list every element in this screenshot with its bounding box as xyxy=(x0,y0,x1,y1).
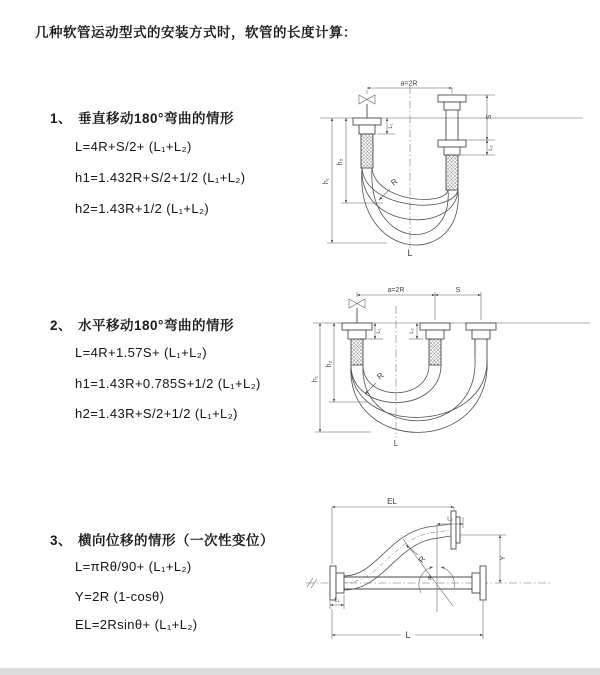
dim-label-a2r: a=2R xyxy=(387,287,405,294)
braided-hose-section xyxy=(351,339,363,365)
dim-label-h2: h₂ xyxy=(326,360,333,368)
section-1-heading xyxy=(50,107,234,127)
dim-label-s: S xyxy=(486,114,493,120)
dim-label-h1: h₁ xyxy=(312,375,319,383)
dim-label-l2: L₂ xyxy=(409,328,415,334)
formula-line: h2=1.43R+S/2+1/2 (L₁+L₂) xyxy=(75,406,238,421)
formula-line: h1=1.43R+0.785S+1/2 (L₁+L₂) xyxy=(75,376,261,391)
formula-line: L=4R+1.57S+ (L₁+L₂) xyxy=(75,345,207,360)
dim-label-s: S xyxy=(455,287,461,294)
dim-label-a2r: a=2R xyxy=(400,80,418,88)
formula-line: L=πRθ/90+ (L₁+L₂) xyxy=(75,559,192,574)
dim-label-l1: L₁ xyxy=(388,123,394,129)
section-3-heading xyxy=(50,529,274,549)
label-bend-radius: R xyxy=(389,176,400,188)
dim-label-h1: h₁ xyxy=(323,177,330,185)
label-length: L xyxy=(407,248,413,258)
right-flange-original-position xyxy=(472,566,486,600)
diagram-vertical-180-bend xyxy=(315,78,600,258)
dim-label-l1: L₁ xyxy=(376,328,382,334)
section-1-title: 垂直移动180°弯曲的情形 xyxy=(78,111,234,126)
dim-label-el: EL xyxy=(387,497,397,506)
middle-riser xyxy=(420,323,450,365)
dim-label-l2: L₂ xyxy=(447,516,453,523)
formula-line: EL=2Rsinθ+ (L₁+L₂) xyxy=(75,617,198,632)
dim-label-l1: L₁ xyxy=(334,597,340,604)
braided-hose-section xyxy=(361,134,373,168)
section-2-heading xyxy=(50,314,234,334)
section-2-number: 2、 xyxy=(50,318,73,333)
label-bend-radius: R xyxy=(416,554,428,565)
page-edge-shadow xyxy=(0,668,600,675)
formula-line: h1=1.432R+S/2+1/2 (L₁+L₂) xyxy=(75,170,246,185)
left-riser xyxy=(353,95,381,168)
diagram-lateral-displacement xyxy=(300,495,600,650)
label-bend-radius: R xyxy=(375,370,386,382)
dim-label-l: L xyxy=(405,630,411,640)
braided-hose-section xyxy=(429,339,441,365)
hose-curves xyxy=(351,358,487,432)
section-3-number: 3、 xyxy=(50,533,73,548)
section-3-title: 横向位移的情形（一次性变位） xyxy=(78,533,275,548)
valve-icon xyxy=(349,299,365,308)
formula-line: Y=2R (1-cosθ) xyxy=(75,589,165,604)
dimensions xyxy=(323,81,495,259)
section-1-number: 1、 xyxy=(50,111,73,126)
formula-line: L=4R+S/2+ (L₁+L₂) xyxy=(75,139,192,154)
page-title: 几种软管运动型式的安装方式时，软管的长度计算： xyxy=(35,25,357,40)
construction-lines xyxy=(403,525,454,612)
dim-label-y: Y xyxy=(500,555,507,561)
right-riser xyxy=(438,95,466,190)
label-theta: θ xyxy=(428,575,432,582)
right-riser xyxy=(466,323,496,358)
diagram-horizontal-180-bend xyxy=(305,280,600,455)
dim-label-l2: L₂ xyxy=(488,145,494,151)
valve-icon xyxy=(359,95,375,104)
dim-label-h2: h₂ xyxy=(337,158,344,166)
label-length: L xyxy=(393,439,399,448)
dimensions xyxy=(312,287,481,448)
left-flange xyxy=(330,566,344,600)
left-riser xyxy=(342,299,372,365)
braided-hose-section xyxy=(446,155,458,190)
section-2-title: 水平移动180°弯曲的情形 xyxy=(78,318,234,333)
formula-line: h2=1.43R+1/2 (L₁+L₂) xyxy=(75,201,210,216)
